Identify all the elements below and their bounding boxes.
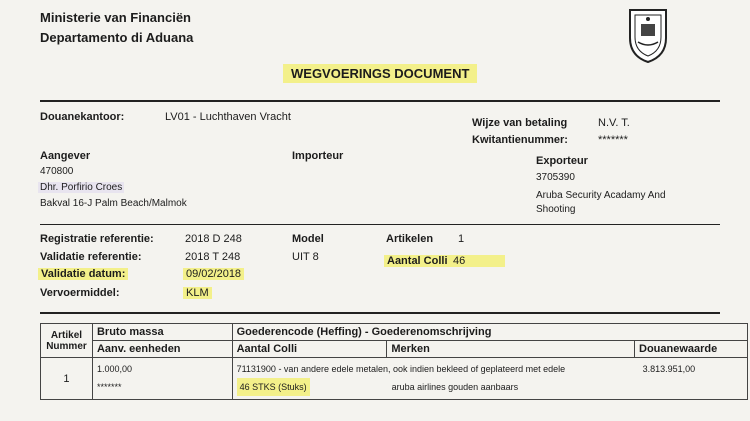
articles-label: Artikelen bbox=[386, 233, 434, 245]
parties-divider bbox=[40, 224, 720, 225]
exporter-name-line2: Shooting bbox=[536, 204, 576, 215]
declarant-label: Aangever bbox=[40, 150, 91, 162]
receipt-label: Kwitantienummer: bbox=[472, 134, 568, 146]
row-value: 3.813.951,00 bbox=[642, 364, 696, 374]
transport-value: KLM bbox=[183, 287, 212, 299]
registration-value: 2018 D 248 bbox=[185, 233, 242, 245]
exporter-id: 3705390 bbox=[536, 172, 575, 183]
payment-value: N.V. T. bbox=[598, 117, 630, 129]
col-colli-header: Aantal Colli bbox=[232, 341, 387, 358]
registration-label: Registratie referentie: bbox=[40, 233, 154, 245]
validation-date-value: 09/02/2018 bbox=[183, 268, 244, 280]
validation-ref-label: Validatie referentie: bbox=[40, 251, 142, 263]
payment-label: Wijze van betaling bbox=[472, 117, 568, 129]
header-divider bbox=[40, 100, 720, 102]
table-header-row-1 bbox=[41, 324, 748, 341]
goods-table bbox=[40, 323, 748, 400]
office-label: Douanekantoor: bbox=[40, 111, 125, 123]
col-article-header: Artikel Nummer bbox=[41, 324, 93, 358]
row-gross-cell bbox=[92, 358, 232, 400]
row-marks: aruba airlines gouden aanbaars bbox=[391, 382, 519, 392]
ministry-name: Ministerie van Financiën bbox=[40, 10, 191, 25]
col-code-header: Goederencode (Heffing) - Goederenomschrijving bbox=[232, 324, 747, 341]
colli-value: 46 bbox=[450, 255, 505, 267]
coat-of-arms-seal-icon bbox=[626, 6, 670, 64]
office-value: LV01 - Luchthaven Vracht bbox=[165, 111, 291, 123]
transport-label: Vervoermiddel: bbox=[40, 287, 120, 299]
importer-label: Importeur bbox=[292, 150, 344, 162]
colli-label: Aantal Colli bbox=[384, 255, 451, 267]
declarant-name: Dhr. Porfirio Croes bbox=[40, 182, 123, 193]
col-gross-header: Bruto massa bbox=[92, 324, 232, 341]
row-units: ******* bbox=[96, 382, 122, 392]
row-goods-cell bbox=[232, 358, 747, 400]
declarant-address: Bakval 16-J Palm Beach/Malmok bbox=[40, 198, 187, 209]
row-code-desc: 71131900 - van andere edele metalen, ook indien bekleed of geplateerd met edele bbox=[236, 364, 566, 374]
col-value-header: Douanewaarde bbox=[635, 341, 748, 358]
table-row bbox=[41, 358, 748, 400]
references-divider bbox=[40, 312, 720, 314]
exporter-label: Exporteur bbox=[536, 155, 588, 167]
row-article: 1 bbox=[41, 358, 93, 400]
receipt-value: ******* bbox=[598, 134, 628, 146]
validation-date-label: Validatie datum: bbox=[38, 268, 128, 280]
row-colli: 46 STKS (Stuks) bbox=[237, 378, 310, 396]
document-title: WEGVOERINGS DOCUMENT bbox=[283, 64, 477, 83]
row-gross: 1.000,00 bbox=[96, 364, 133, 374]
col-marks-header: Merken bbox=[387, 341, 635, 358]
articles-value: 1 bbox=[458, 233, 465, 245]
validation-ref-value: 2018 T 248 bbox=[185, 251, 241, 263]
col-units-header: Aanv. eenheden bbox=[92, 341, 232, 358]
model-value: UIT 8 bbox=[292, 251, 319, 263]
exporter-name-line1: Aruba Security Acadamy And bbox=[536, 190, 666, 201]
department-name: Departamento di Aduana bbox=[40, 30, 194, 45]
declarant-id: 470800 bbox=[40, 166, 74, 177]
table-header-row-2 bbox=[41, 341, 748, 358]
model-label: Model bbox=[292, 233, 324, 245]
